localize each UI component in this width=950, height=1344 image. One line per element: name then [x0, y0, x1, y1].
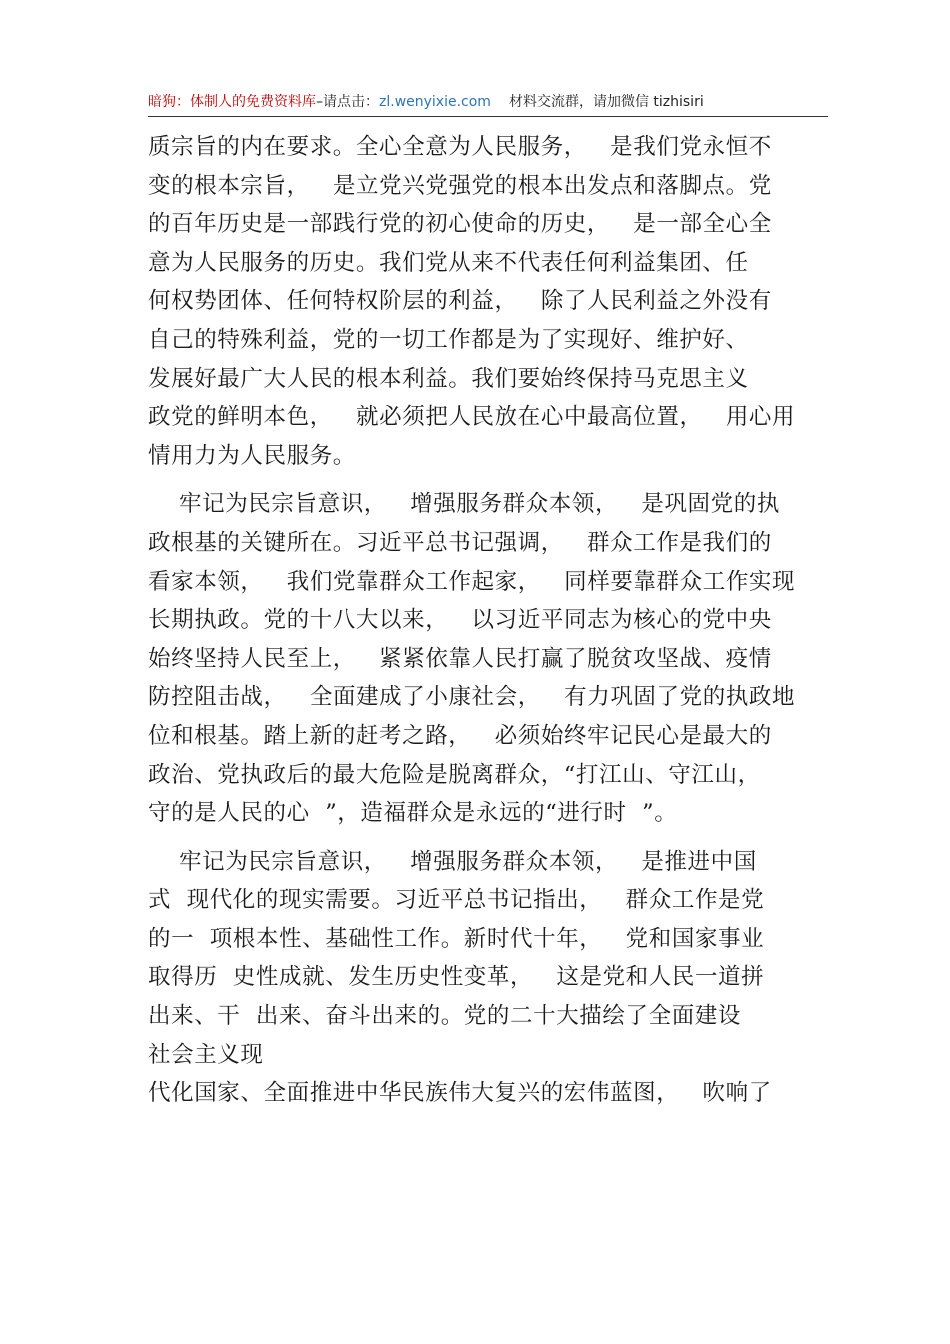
text-line: 政党的鲜明本色， 就必须把人民放在心中最高位置， 用心用 — [148, 404, 796, 431]
header-divider — [148, 116, 828, 117]
text-line: 代化国家、全面推进中华民族伟大复兴的宏伟蓝图， 吹响了 — [148, 1080, 772, 1107]
text-line: 出来、干 出来、奋斗出来的。党的二十大描绘了全面建设 — [148, 1003, 742, 1030]
text-line: 牢记为民宗旨意识， 增强服务群众本领， 是巩固党的执 — [148, 491, 780, 518]
text-line: 式 现代化的现实需要。习近平总书记指出， 群众工作是党 — [148, 887, 765, 914]
text-line: 意为人民服务的历史。我们党从来不代表任何利益集团、任 — [148, 249, 749, 276]
paragraph-spacer — [148, 475, 830, 485]
contact-info: 材料交流群，请加微信 tizhisiri — [508, 94, 704, 110]
text-line: 防控阻击战， 全面建成了小康社会， 有力巩固了党的执政地 — [148, 684, 796, 711]
text-line: 牢记为民宗旨意识， 增强服务群众本领， 是推进中国 — [148, 848, 757, 875]
text-line: 自己的特殊利益，党的一切工作都是为了实现好、维护好、 — [148, 326, 749, 353]
paragraph-1 — [148, 128, 830, 475]
page-header — [148, 92, 828, 114]
text-line: 质宗旨的内在要求。全心全意为人民服务， 是我们党永恒不 — [148, 134, 772, 160]
paragraph-spacer — [148, 833, 830, 843]
text-line: 的一 项根本性、基础性工作。新时代十年， 党和国家事业 — [148, 925, 765, 952]
text-line: 位和根基。踏上新的赶考之路， 必须始终牢记民心是最大的 — [148, 722, 772, 749]
text-line: 始终坚持人民至上， 紧紧依靠人民打赢了脱贫攻坚战、疫情 — [148, 645, 772, 672]
text-line: 取得历 史性成就、发生历史性变革， 这是党和人民一道拼 — [148, 964, 765, 991]
document-body — [148, 128, 830, 1113]
text-line: 变的根本宗旨， 是立党兴党强党的根本出发点和落脚点。党 — [148, 172, 772, 199]
text-line: 长期执政。党的十八大以来， 以习近平同志为核心的党中央 — [148, 607, 772, 634]
site-url-link[interactable]: zl.wenyixie.com — [379, 94, 491, 110]
paragraph-3 — [148, 843, 830, 1113]
text-line: 政治、党执政后的最大危险是脱离群众，“打江山、守江山， — [148, 761, 761, 788]
text-line: 社会主义现 — [148, 1041, 264, 1068]
site-name: 暗狗：体制人的免费资料库 — [148, 94, 316, 110]
click-prompt: –请点击： — [316, 94, 379, 110]
text-line: 政根基的关键所在。习近平总书记强调， 群众工作是我们的 — [148, 529, 772, 556]
text-line: 的百年历史是一部践行党的初心使命的历史， 是一部全心全 — [148, 211, 772, 238]
text-line: 发展好最广大人民的根本利益。我们要始终保持马克思主义 — [148, 365, 749, 392]
text-line: 守的是人民的心 ”，造福群众是永远的“进行时 ”。 — [148, 800, 678, 827]
text-line: 看家本领， 我们党靠群众工作起家， 同样要靠群众工作实现 — [148, 568, 796, 595]
paragraph-2 — [148, 485, 830, 832]
text-line: 何权势团体、任何特权阶层的利益， 除了人民利益之外没有 — [148, 288, 772, 315]
text-line: 情用力为人民服务。 — [148, 442, 356, 469]
